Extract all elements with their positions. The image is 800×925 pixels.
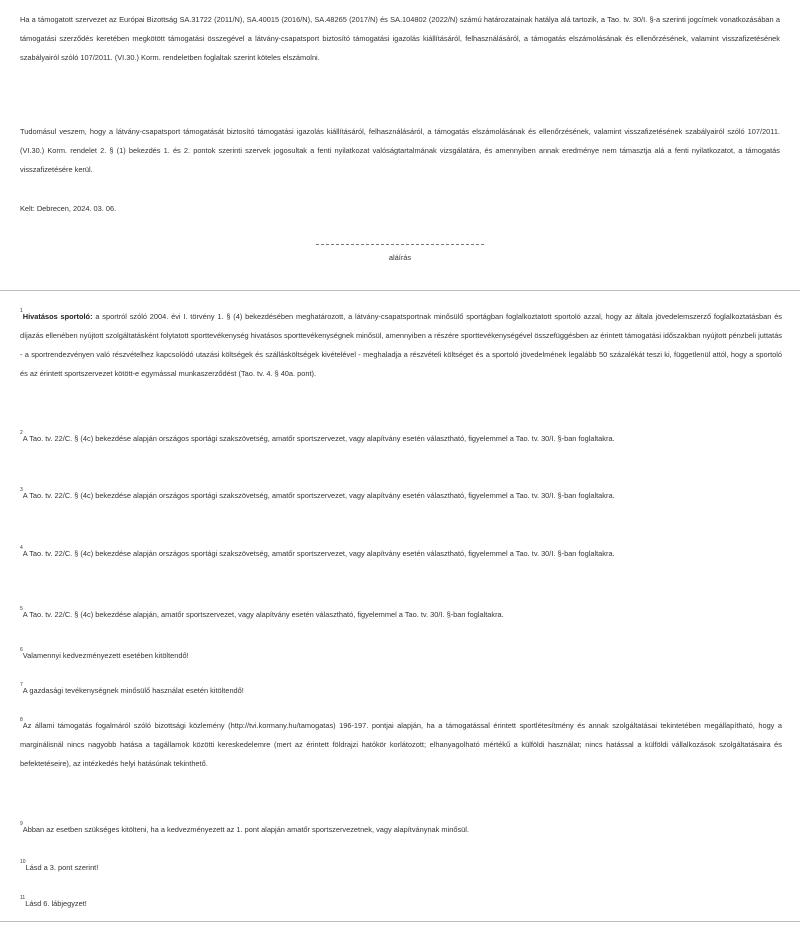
footnote-2 (20, 429, 782, 448)
signature-line (316, 244, 484, 245)
footnote-text: A gazdasági tevékenységnek minősülő használat esetén kitöltendő! (22, 686, 244, 695)
footnote-number: 4 (20, 545, 23, 551)
footnote-text: a sportról szóló 2004. évi I. törvény 1. § (4) bekezdésében meghatározott, a látvány-csapatsportnak minősülő sportágban foglalkoztatott sportoló azzal, hogy az általa jövedelemszerző foglalkoztatásban és díjazás ellenében nyújtott szolgáltatásként folytatott sporttevékenység hivatásos sporttevékenységnek minősül, amennyiben a részére sporttevékenységével összefüggésben az érintett támogatási időszakban nyújtott pénzbeli juttatás - a sportrendezvényen való részvételhez kapcsolódó utazási költségek és szállásköltségek kivételével - meghaladja a részvételi költséget és a sportoló jövedelmének legalább 50 százalékát teszi ki, függetlenül attól, hogy a sportoló és az érintett sportszervezet kötött-e egymással munkaszerződést (Tao. tv. 4. § 40a. pont). (20, 312, 783, 378)
footnote-number: 7 (20, 682, 23, 688)
footnote-text: Abban az esetben szükséges kitölteni, ha a kedvezményezett az 1. pont alapján amatőr sportszervezetnek, vagy alapítványnak minősül. (22, 825, 469, 834)
footnote-4 (20, 544, 782, 563)
footnote-3 (20, 486, 782, 505)
date-place-line: Kelt: Debrecen, 2024. 03. 06. (20, 204, 117, 213)
footnote-text: Lásd 6. lábjegyzet! (25, 899, 87, 908)
declaration-paragraph-1: Ha a támogatott szervezet az Európai Bizottság SA.31722 (2011/N), SA.40015 (2016/N), SA.48265 (2017/N) és SA.104802 (2022/N) számú határozatainak hatálya alá tartozik, a Tao. tv. 30/I. §-a szerinti jogcímek vonatkozásában a támogatási szerződés keretében megkötött támogatási összegével a látvány-csapatsport biztosító támogatási igazolás kiállításáról, felhasználásáról, a támogatás elszámolásának és ellenőrzésének, valamint visszafizetésének szabályairól szóló 107/2011. (VI.30.) Korm. rendeletben foglaltak szerint köteles elszámolni. (20, 15, 780, 62)
footnote-number: 5 (20, 606, 23, 612)
footnote-number: 10 (20, 859, 26, 865)
footnote-9 (20, 820, 782, 839)
footnote-number: 2 (20, 430, 23, 436)
footnote-text: Valamennyi kedvezményezett esetében kitöltendő! (22, 651, 189, 660)
footnote-1 (20, 307, 782, 383)
footnote-number: 3 (20, 487, 23, 493)
footnote-text: Lásd a 3. pont szerint! (25, 863, 99, 872)
declaration-paragraph-2: Tudomásul veszem, hogy a látvány-csapatsport támogatását biztosító támogatási igazolás kiállításáról, felhasználásáról, a támogatás elszámolásának és ellenőrzésének, valamint visszafizetésének szabályairól szóló 107/2011. (VI.30.) Korm. rendelet 2. § (1) bekezdés 1. és 2. pontok szerinti szervek jogosultak a fenti nyilatkozat valóságtartalmának vizsgálatára, és amennyiben annak eredménye nem támasztja alá a fenti nyilatkozatot, a támogatás visszafizetésére kerül. (20, 127, 780, 174)
footnote-number: 6 (20, 647, 23, 653)
footnote-5 (20, 605, 782, 624)
footnote-7 (20, 681, 782, 700)
page-bottom-border (0, 921, 800, 922)
footnote-10 (20, 858, 782, 877)
footnote-term: Hivatásos sportoló: (22, 312, 93, 321)
footnote-text: A Tao. tv. 22/C. § (4c) bekezdése alapján országos sportági szakszövetség, amatőr sportszervezet, vagy alapítvány esetén választható, figyelemmel a Tao. tv. 30/I. §-ban foglaltakra. (22, 549, 615, 558)
footnote-number: 11 (20, 895, 26, 901)
signature-label: aláírás (388, 253, 412, 262)
footnote-text: A Tao. tv. 22/C. § (4c) bekezdése alapján országos sportági szakszövetség, amatőr sportszervezet, vagy alapítvány esetén választható, figyelemmel a Tao. tv. 30/I. §-ban foglaltakra. (22, 491, 615, 500)
footnote-number: 9 (20, 821, 23, 827)
footnote-separator (0, 290, 800, 291)
footnote-text: Az állami támogatás fogalmáról szóló bizottsági közlemény (http://tvi.kormany.hu/tamogatas) 196-197. pontjai alapján, ha a támogatással érintett sportlétesítmény és annak szolgáltatásai tekintetében megállapítható, hogy a marginálisnál nincs nagyobb hatása a tagállamok közötti kereskedelemre (mert az érintett földrajzi hatókör korlátozott; elhanyagolható mértékű a külföldi használat; nincs hatással a külföldi vállalkozások szolgáltatásaira és befektetéseire), az intézkedés helyi hatásúnak tekinthető. (20, 721, 782, 768)
footnote-number: 8 (20, 717, 23, 723)
footnote-6 (20, 646, 782, 665)
footnote-text: A Tao. tv. 22/C. § (4c) bekezdése alapján, amatőr sportszervezet, vagy alapítvány esetén választható, figyelemmel a Tao. tv. 30/I. §-ban foglaltakra. (22, 610, 504, 619)
footnote-8 (20, 716, 782, 773)
footnote-11 (20, 894, 782, 913)
footnote-text: A Tao. tv. 22/C. § (4c) bekezdése alapján országos sportági szakszövetség, amatőr sportszervezet, vagy alapítvány esetén választható, figyelemmel a Tao. tv. 30/I. §-ban foglaltakra. (22, 434, 615, 443)
footnote-number: 1 (20, 308, 23, 314)
